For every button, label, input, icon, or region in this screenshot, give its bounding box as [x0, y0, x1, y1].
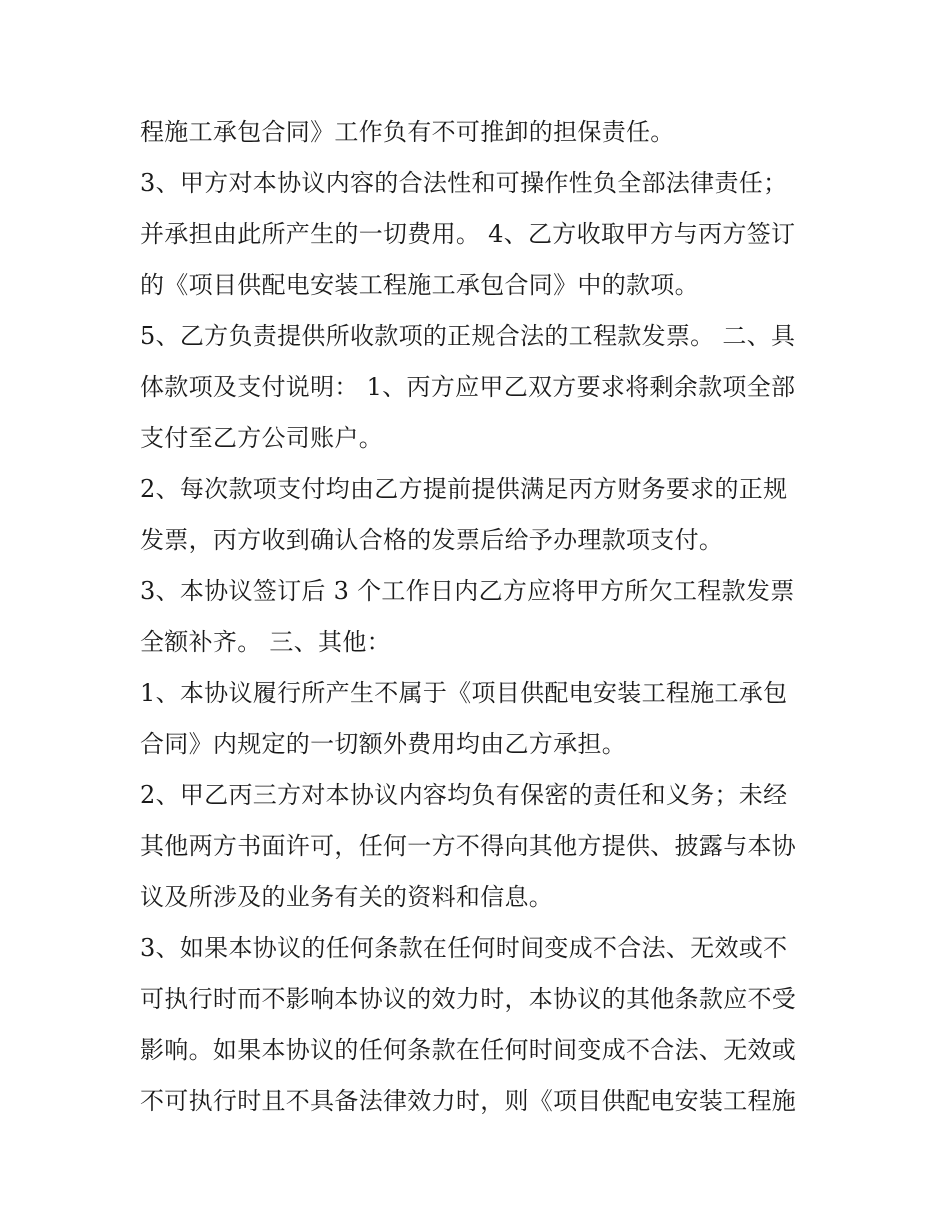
text-line: 2、甲乙丙三方对本协议内容均负有保密的责任和义务；未经: [140, 781, 788, 809]
text-line: 并承担由此所产生的一切费用。 4、乙方收取甲方与丙方签订: [140, 220, 796, 248]
text-line: 可执行时而不影响本协议的效力时，本协议的其他条款应不受: [140, 985, 797, 1013]
text-line: 议及所涉及的业务有关的资料和信息。: [140, 883, 554, 911]
text-line: 3、本协议签订后 3 个工作日内乙方应将甲方所欠工程款发票: [140, 577, 795, 605]
text-line: 其他两方书面许可，任何一方不得向其他方提供、披露与本协: [140, 832, 797, 860]
text-line: 1、本协议履行所产生不属于《项目供配电安装工程施工承包: [140, 679, 788, 707]
text-line: 发票，丙方收到确认合格的发票后给予办理款项支付。: [140, 526, 724, 554]
text-line: 的《项目供配电安装工程施工承包合同》中的款项。: [140, 271, 699, 299]
text-line: 合同》内规定的一切额外费用均由乙方承担。: [140, 730, 626, 758]
text-line: 支付至乙方公司账户。: [140, 424, 383, 452]
text-line: 5、乙方负责提供所收款项的正规合法的工程款发票。 二、具: [140, 322, 796, 350]
text-line: 2、每次款项支付均由乙方提前提供满足丙方财务要求的正规: [140, 475, 788, 503]
text-line: 体款项及支付说明： 1、丙方应甲乙双方要求将剩余款项全部: [140, 373, 796, 401]
document-body: [140, 107, 820, 1127]
text-line: 程施工承包合同》工作负有不可推卸的担保责任。: [140, 118, 675, 146]
text-line: 全额补齐。 三、其他：: [140, 628, 391, 656]
text-line: 3、甲方对本协议内容的合法性和可操作性负全部法律责任；: [140, 169, 788, 197]
text-line: 3、如果本协议的任何条款在任何时间变成不合法、无效或不: [140, 934, 788, 962]
text-line: 影响。如果本协议的任何条款在任何时间变成不合法、无效或: [140, 1036, 797, 1064]
text-line: 不可执行时且不具备法律效力时，则《项目供配电安装工程施: [140, 1087, 797, 1115]
